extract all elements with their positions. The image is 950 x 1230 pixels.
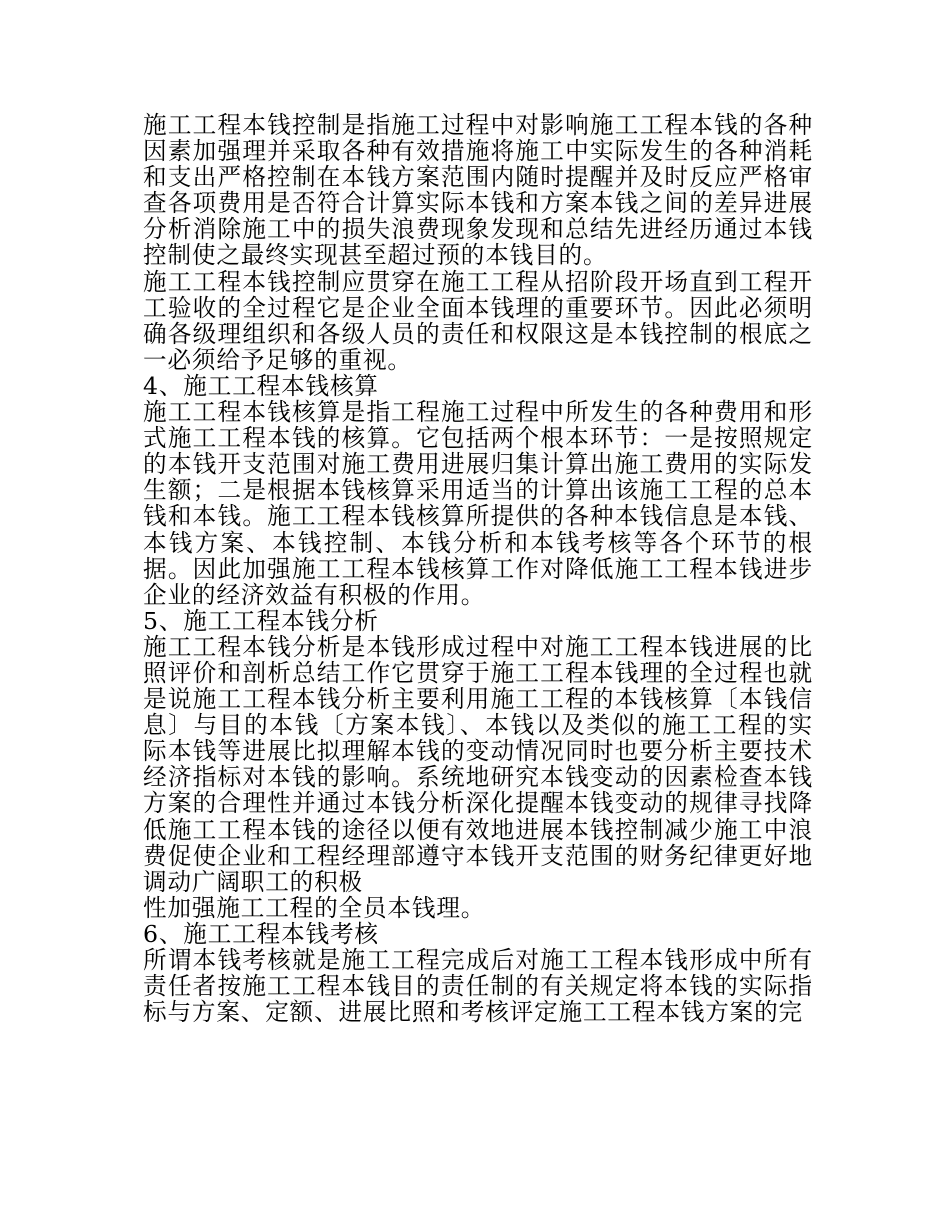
paragraph-cost-accounting: 施工工程本钱核算是指工程施工过程中所发生的各种费用和形式施工工程本钱的核算。它包括两个根本环节：一是按照规定的本钱开支范围对施工费用进展归集计算出施工费用的实际发生额；二是根据本钱核算采用适当的计算出该施工工程的总本钱和本钱。施工工程本钱核算所提供的各种本钱信息是本钱、本钱方案、本钱控制、本钱分析和本钱考核等各个环节的根据。因此加强施工工程本钱核算工作对降低施工工程本钱进步企业的经济效益有积极的作用。 [143,398,813,609]
section-heading-cost-accounting: 4、施工工程本钱核算 [143,371,379,400]
paragraph-cost-analysis-continued: 性加强施工工程的全员本钱理。 [143,893,486,922]
paragraph-cost-control-scope: 施工工程本钱控制应贯穿在施工工程从招阶段开场直到工程开工验收的全过程它是企业全面本钱理的重要环节。因此必须明确各级理组织和各级人员的责任和权限这是本钱控制的根底之一必须给予足够的重视。 [143,267,813,374]
paragraph-cost-control-definition: 施工工程本钱控制是指施工过程中对影响施工工程本钱的各种因素加强理并采取各种有效措施将施工中实际发生的各种消耗和支出严格控制在本钱方案范围内随时提醒并及时反应严格审查各项费用是否符合计算实际本钱和方案本钱之间的差异进展分析消除施工中的损失浪费现象发现和总结先进经历通过本钱控制使之最终实现甚至超过预的本钱目的。 [143,111,813,270]
paragraph-cost-analysis: 施工工程本钱分析是本钱形成过程中对施工工程本钱进展的比照评价和剖析总结工作它贯穿于施工工程本钱理的全过程也就是说施工工程本钱分析主要利用施工工程的本钱核算〔本钱信息〕与目的本钱〔方案本钱〕、本钱以及类似的施工工程的实际本钱等进展比拟理解本钱的变动情况同时也要分析主要技术经济指标对本钱的影响。系统地研究本钱变动的因素检查本钱方案的合理性并通过本钱分析深化提醒本钱变动的规律寻找降低施工工程本钱的途径以便有效地进展本钱控制减少施工中浪费促使企业和工程经理部遵守本钱开支范围的财务纪律更好地调动广阔职工的积极 [143,632,813,896]
document-body [143,112,813,1025]
paragraph-cost-assessment: 所谓本钱考核就是施工工程完成后对施工工程本钱形成中所有责任者按施工工程本钱目的责任制的有关规定将本钱的实际指标与方案、定额、进展比照和考核评定施工工程本钱方案的完 [143,946,813,1027]
section-heading-cost-analysis: 5、施工工程本钱分析 [143,606,379,635]
section-heading-cost-assessment: 6、施工工程本钱考核 [143,919,379,948]
